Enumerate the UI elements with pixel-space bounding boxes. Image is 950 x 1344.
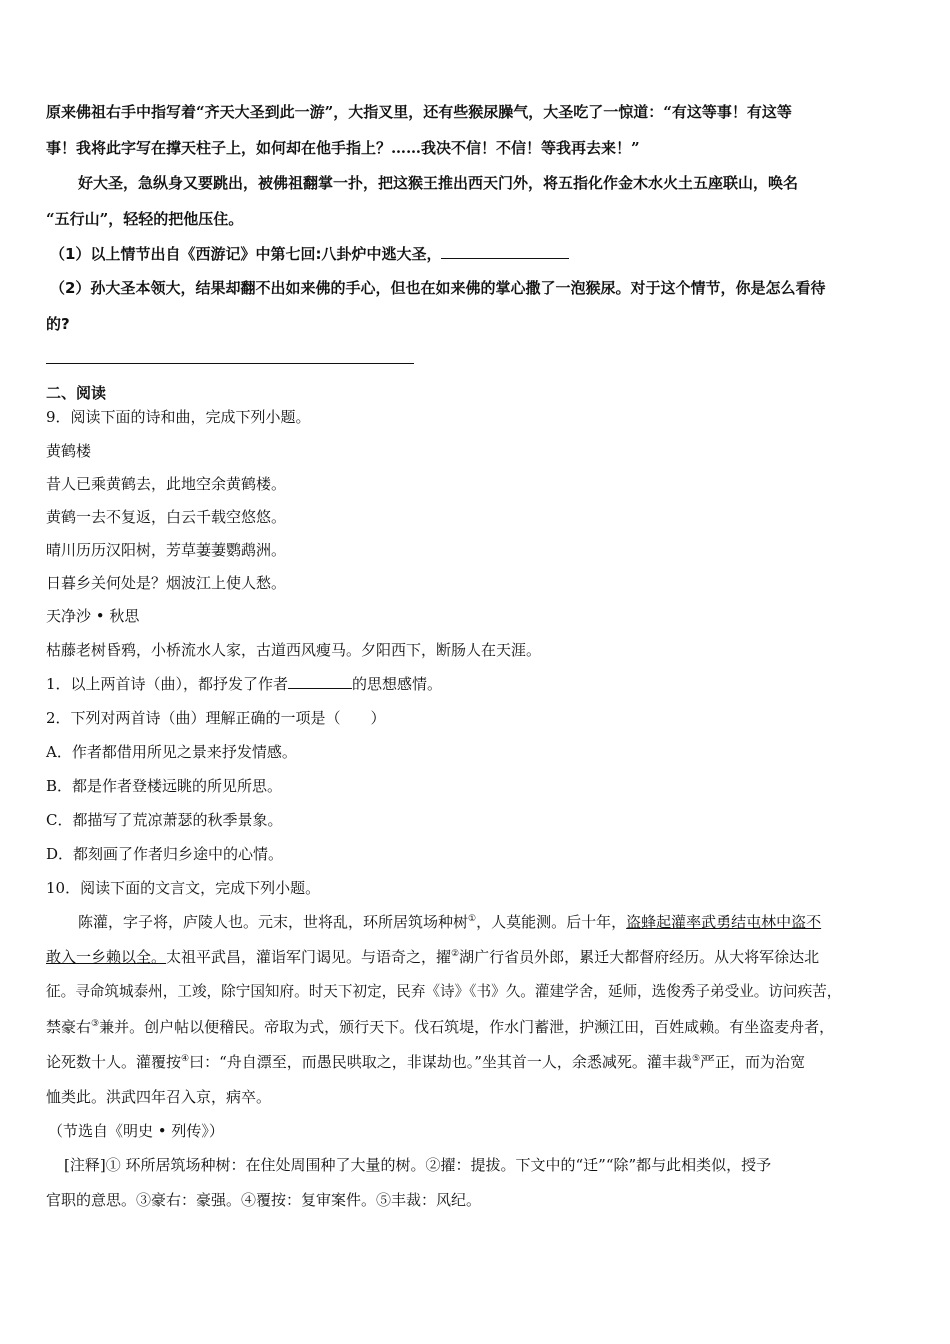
passage-text: 严正，而为治宽 bbox=[700, 1053, 806, 1071]
passage-text: 兼并。创户帖以便稽民。帝取为式，颁行天下。伐石筑堤，作水门蓄泄，护濒江田，百姓咸赖。有坐盗麦舟者， bbox=[99, 1018, 835, 1036]
poem2-line: 枯藤老树昏鸦，小桥流水人家，古道西风瘦马。夕阳西下，断肠人在天涯。 bbox=[46, 641, 542, 659]
option-b[interactable]: B．都是作者登楼远眺的所见所思。 bbox=[46, 777, 283, 795]
footnote-marker: ③ bbox=[91, 1019, 100, 1029]
underlined-sentence: 盗蜂起灌率武勇结屯林中盗不 bbox=[626, 913, 822, 931]
footnote-marker: ② bbox=[451, 949, 460, 959]
option-c[interactable]: C．都描写了荒凉萧瑟的秋季景象。 bbox=[46, 811, 283, 829]
story-paragraph-1-line-1: 原来佛祖右手中指写着“齐天大圣到此一游”，大指叉里，还有些猴尿臊气，大圣吃了一惊道：“有这等事！有这等 bbox=[46, 103, 792, 121]
q8-answer-line[interactable] bbox=[46, 363, 414, 364]
underlined-sentence: 敢入一乡赖以全。 bbox=[46, 948, 167, 966]
footnote-marker: ⑤ bbox=[691, 1054, 701, 1064]
q9-sub1-answer-blank[interactable] bbox=[288, 674, 352, 689]
q9-sub1-text-end: 的思想感情。 bbox=[352, 675, 443, 693]
poem1-line: 黄鹤一去不复返，白云千载空悠悠。 bbox=[46, 508, 287, 526]
passage-text: 曰：“舟自漂至，而愚民哄取之，非谋劫也。”坐其首一人，余悉减死。灌丰裁 bbox=[189, 1053, 692, 1071]
story-paragraph-2-line-2: “五行山”，轻轻的把他压住。 bbox=[46, 210, 244, 228]
q9-prompt: 9．阅读下面的诗和曲，完成下列小题。 bbox=[46, 408, 311, 426]
passage-text: ，人莫能测。后十年， bbox=[476, 913, 627, 931]
passage-line-4 bbox=[46, 1017, 834, 1037]
q8-sub2-line-1: （2）孙大圣本领大，结果却翻不出如来佛的手心，但也在如来佛的掌心撒了一泡猴尿。对于这个情节，你是怎么看待 bbox=[50, 279, 826, 297]
notes-line-1: [注释]① 环所居筑场种树：在住处周围种了大量的树。②擢：提拔。下文中的“迁”“除”都与此相类似，授予 bbox=[64, 1156, 772, 1174]
story-paragraph-1-line-2: 事！我将此字写在撑天柱子上，如何却在他手指上？……我决不信！不信！等我再去来！” bbox=[46, 139, 640, 157]
q9-sub1 bbox=[46, 674, 442, 694]
passage-line-3: 征。寻命筑城泰州，工竣，除宁国知府。时天下初定，民弃《诗》《书》久。灌建学舍，延师，选俊秀子弟受业。访问疾苦， bbox=[46, 983, 842, 1000]
passage-line-1 bbox=[78, 912, 821, 932]
passage-line-5 bbox=[46, 1052, 805, 1072]
poem2-title: 天净沙 • 秋思 bbox=[46, 607, 140, 625]
poem1-line: 晴川历历汉阳树，芳草萋萋鹦鹉洲。 bbox=[46, 541, 287, 559]
q10-prompt: 10．阅读下面的文言文，完成下列小题。 bbox=[46, 879, 321, 897]
q8-sub1-answer-blank[interactable] bbox=[441, 244, 569, 259]
notes-line-2: 官职的意思。③豪右：豪强。④覆按：复审案件。⑤丰裁：风纪。 bbox=[46, 1191, 482, 1209]
story-paragraph-2-line-1: 好大圣，急纵身又要跳出，被佛祖翻掌一扑，把这猴王推出西天门外，将五指化作金木水火土五座联山，唤名 bbox=[78, 174, 799, 192]
passage-line-6: 恤类此。洪武四年召入京，病卒。 bbox=[46, 1088, 272, 1106]
passage-text: 湖广行省员外郎，累迁大都督府经历。从大将军徐达北 bbox=[459, 948, 820, 966]
q9-sub1-text: 1．以上两首诗（曲），都抒发了作者 bbox=[46, 675, 289, 693]
passage-text: 论死数十人。灌覆按 bbox=[46, 1053, 182, 1071]
poem1-line: 日暮乡关何处是？烟波江上使人愁。 bbox=[46, 574, 287, 592]
option-d[interactable]: D．都刻画了作者归乡途中的心情。 bbox=[46, 845, 284, 863]
passage-line-2 bbox=[46, 947, 819, 967]
q8-sub1 bbox=[50, 244, 569, 264]
section-heading: 二、阅读 bbox=[46, 384, 107, 402]
passage-text: 禁豪右 bbox=[46, 1018, 92, 1036]
footnote-marker: ① bbox=[468, 914, 477, 924]
q9-sub2: 2．下列对两首诗（曲）理解正确的一项是（ ） bbox=[46, 709, 386, 727]
passage-text: 太祖平武昌，灌诣军门谒见。与语奇之，擢 bbox=[166, 948, 452, 966]
q8-sub2-line-2: 的? bbox=[46, 315, 70, 333]
option-a[interactable]: A．作者都借用所见之景来抒发情感。 bbox=[46, 743, 297, 761]
q8-sub1-text: （1）以上情节出自《西游记》中第七回:八卦炉中逃大圣， bbox=[50, 245, 442, 263]
passage-source: （节选自《明史 • 列传》） bbox=[48, 1122, 224, 1140]
poem1-line: 昔人已乘黄鹤去，此地空余黄鹤楼。 bbox=[46, 475, 287, 493]
poem1-title: 黄鹤楼 bbox=[46, 442, 92, 460]
footnote-marker: ④ bbox=[181, 1054, 190, 1064]
passage-text: 陈灌，字子将，庐陵人也。元末，世将乱，环所居筑场种树 bbox=[78, 913, 469, 931]
